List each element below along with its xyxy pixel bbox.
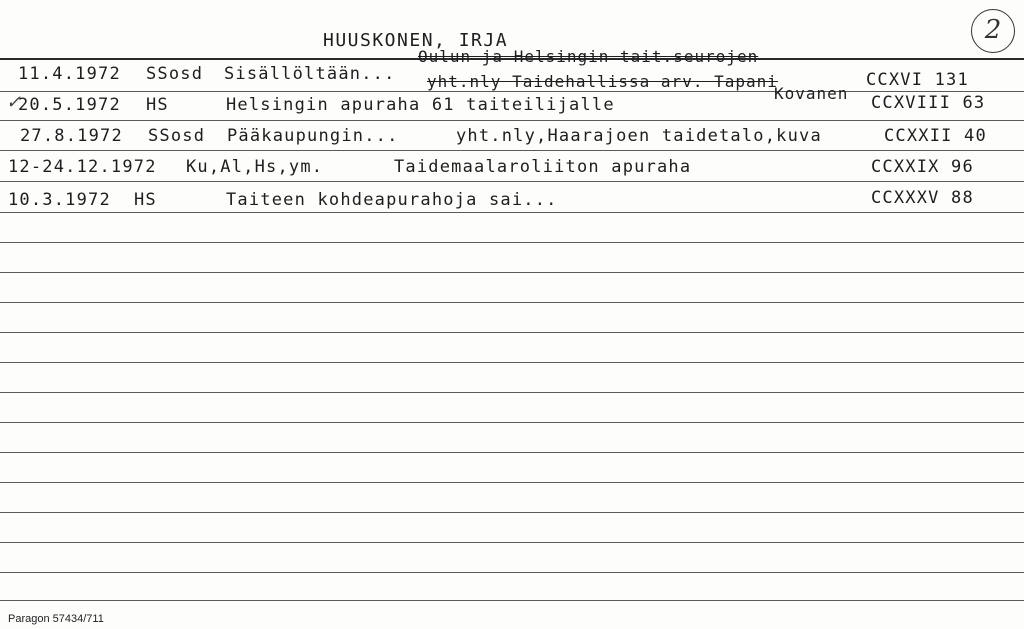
entry-text: Taiteen kohdeapurahoja sai... xyxy=(226,190,558,210)
entry-date: 12-24.12.1972 xyxy=(8,157,157,177)
entry-date: 20.5.1972 xyxy=(18,95,121,115)
entry-date: 10.3.1972 xyxy=(8,190,111,210)
entry-note: yht.nly,Haarajoen taidetalo,kuva xyxy=(456,126,822,146)
person-name: HUUSKONEN, IRJA xyxy=(323,30,509,51)
entry-text: Sisällöltään... xyxy=(224,64,396,84)
entry-ref: CCXXII 40 xyxy=(884,126,987,146)
handwritten-check-mark: ✓ xyxy=(6,92,22,113)
ruled-line xyxy=(0,181,1024,182)
ruled-line xyxy=(0,242,1024,243)
entry-note-extra: Kovanen xyxy=(774,84,849,103)
ruled-line xyxy=(0,482,1024,483)
ruled-line xyxy=(0,362,1024,363)
ruled-line xyxy=(0,452,1024,453)
ruled-line xyxy=(0,120,1024,121)
entry-source: HS xyxy=(146,95,169,115)
entry-ref: CCXXXV 88 xyxy=(871,188,974,208)
entry-ref: CCXVIII 63 xyxy=(871,93,986,113)
entry-note-bottom: yht.nly Taidehallissa arv. Tapani xyxy=(427,72,778,91)
entry-date: 11.4.1972 xyxy=(18,64,121,84)
entry-source: Ku,Al,Hs,ym. xyxy=(186,157,324,177)
ruled-line xyxy=(0,512,1024,513)
print-code: Paragon 57434/711 xyxy=(8,613,104,625)
ruled-line xyxy=(0,572,1024,573)
ruled-line xyxy=(0,272,1024,273)
entry-text: Helsingin apuraha 61 taiteilijalle xyxy=(226,95,615,115)
card-number-circle: 2 xyxy=(971,9,1015,53)
ruled-line xyxy=(0,302,1024,303)
entry-source: HS xyxy=(134,190,157,210)
entry-note-top: Oulun ja Helsingin tait.seurojen xyxy=(418,47,759,66)
ruled-line xyxy=(0,422,1024,423)
entry-source: SSosd xyxy=(146,64,204,84)
ruled-line xyxy=(0,392,1024,393)
ruled-line xyxy=(0,150,1024,151)
entry-date: 27.8.1972 xyxy=(20,126,123,146)
entry-text: Pääkaupungin... xyxy=(227,126,399,146)
ruled-line xyxy=(0,332,1024,333)
ruled-line xyxy=(0,600,1024,601)
entry-text: Taidemaalaroliiton apuraha xyxy=(394,157,692,177)
ruled-line xyxy=(0,542,1024,543)
entry-ref: CCXVI 131 xyxy=(866,70,969,90)
entry-ref: CCXXIX 96 xyxy=(871,157,974,177)
entry-source: SSosd xyxy=(148,126,206,146)
ruled-line xyxy=(0,212,1024,213)
